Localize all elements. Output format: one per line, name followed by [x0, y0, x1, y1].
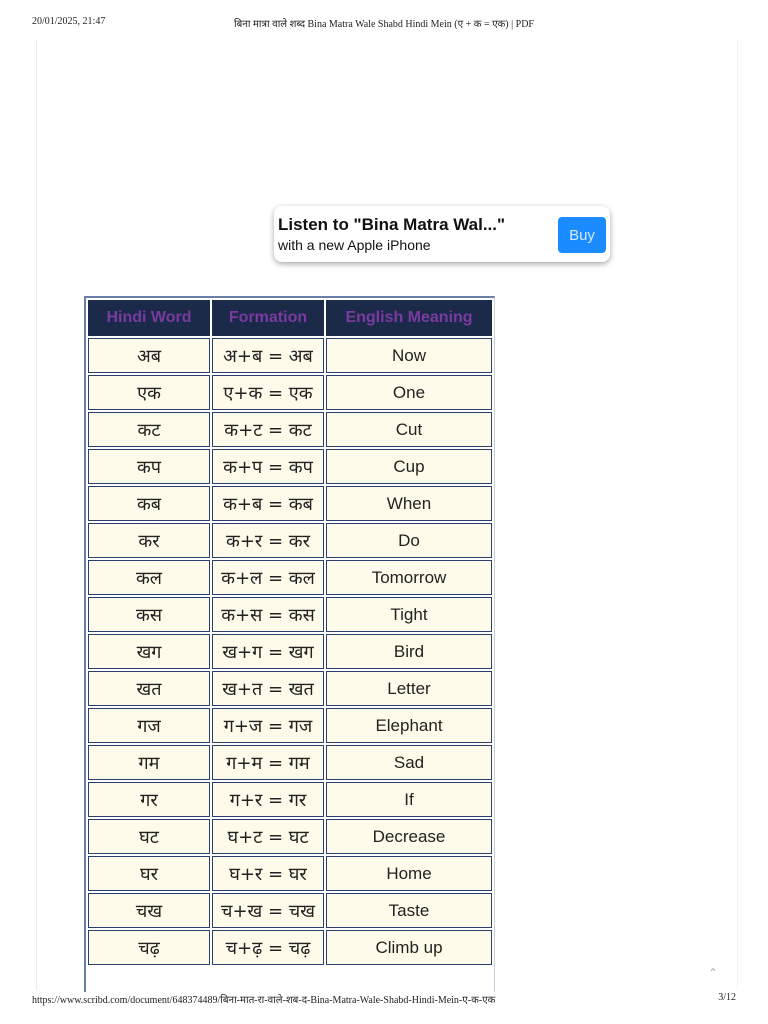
formation-cell: घ+ट = घट — [212, 819, 324, 854]
table-row — [88, 375, 492, 410]
table-row — [88, 708, 492, 743]
formation-cell: च+ख = चख — [212, 893, 324, 928]
meaning-cell: Decrease — [326, 819, 492, 854]
hindi-word-cell: एक — [88, 375, 210, 410]
hindi-word-cell: कस — [88, 597, 210, 632]
header-english-meaning: English Meaning — [326, 300, 492, 336]
meaning-cell: Home — [326, 856, 492, 891]
chevron-up-icon[interactable]: ⌃ — [707, 966, 719, 980]
meaning-cell: Taste — [326, 893, 492, 928]
formation-cell: क+ब = कब — [212, 486, 324, 521]
table-row — [88, 560, 492, 595]
meaning-cell: Tight — [326, 597, 492, 632]
meaning-cell: Now — [326, 338, 492, 373]
table-row — [88, 819, 492, 854]
hindi-word-cell: अब — [88, 338, 210, 373]
print-header — [32, 16, 736, 32]
hindi-word-cell: गम — [88, 745, 210, 780]
print-datetime: 20/01/2025, 21:47 — [32, 16, 106, 27]
table-row — [88, 449, 492, 484]
table-row — [88, 523, 492, 558]
formation-cell: क+प = कप — [212, 449, 324, 484]
meaning-cell: Cup — [326, 449, 492, 484]
table-row — [88, 930, 492, 965]
hindi-word-cell: कल — [88, 560, 210, 595]
hindi-word-cell: खग — [88, 634, 210, 669]
meaning-cell: One — [326, 375, 492, 410]
table-row — [88, 893, 492, 928]
formation-cell: ग+ज = गज — [212, 708, 324, 743]
print-url: https://www.scribd.com/document/648374489/बिना-मात-रा-वाले-शब-द-Bina-Matra-Wale-Shabd-Hindi-Mein-ए-क-एक — [32, 995, 496, 1006]
formation-cell: ग+म = गम — [212, 745, 324, 780]
table-row — [88, 634, 492, 669]
formation-cell: क+स = कस — [212, 597, 324, 632]
formation-cell: ख+ग = खग — [212, 634, 324, 669]
print-footer — [32, 992, 736, 1008]
word-table — [86, 298, 494, 967]
meaning-cell: Sad — [326, 745, 492, 780]
print-document-title: बिना मात्रा वाले शब्द Bina Matra Wale Shabd Hindi Mein (ए + क = एक) | PDF — [234, 19, 534, 30]
formation-cell: च+ढ़ = चढ़ — [212, 930, 324, 965]
hindi-word-cell: चख — [88, 893, 210, 928]
table-header-row — [88, 300, 492, 336]
meaning-cell: Tomorrow — [326, 560, 492, 595]
meaning-cell: Letter — [326, 671, 492, 706]
table-row — [88, 338, 492, 373]
meaning-cell: Bird — [326, 634, 492, 669]
hindi-word-cell: चढ़ — [88, 930, 210, 965]
ad-title: Listen to "Bina Matra Wal..." — [278, 215, 506, 234]
formation-cell: क+ट = कट — [212, 412, 324, 447]
table-row — [88, 856, 492, 891]
page-indicator: 3/12 — [718, 992, 736, 1003]
ad-subtitle: with a new Apple iPhone — [278, 237, 431, 253]
formation-cell: घ+र = घर — [212, 856, 324, 891]
table-row — [88, 671, 492, 706]
hindi-word-cell: घर — [88, 856, 210, 891]
formation-cell: क+ल = कल — [212, 560, 324, 595]
meaning-cell: Elephant — [326, 708, 492, 743]
hindi-word-cell: कब — [88, 486, 210, 521]
hindi-word-cell: घट — [88, 819, 210, 854]
meaning-cell: If — [326, 782, 492, 817]
formation-cell: ए+क = एक — [212, 375, 324, 410]
word-table-container — [84, 296, 495, 992]
ad-banner[interactable] — [274, 206, 610, 262]
hindi-word-cell: कप — [88, 449, 210, 484]
hindi-word-cell: गज — [88, 708, 210, 743]
hindi-word-cell: कर — [88, 523, 210, 558]
table-row — [88, 412, 492, 447]
meaning-cell: Cut — [326, 412, 492, 447]
formation-cell: अ+ब = अब — [212, 338, 324, 373]
header-formation: Formation — [212, 300, 324, 336]
meaning-cell: Climb up — [326, 930, 492, 965]
header-hindi-word: Hindi Word — [88, 300, 210, 336]
formation-cell: ख+त = खत — [212, 671, 324, 706]
table-row — [88, 486, 492, 521]
meaning-cell: Do — [326, 523, 492, 558]
buy-button[interactable]: Buy — [558, 217, 606, 253]
formation-cell: ग+र = गर — [212, 782, 324, 817]
hindi-word-cell: कट — [88, 412, 210, 447]
table-row — [88, 745, 492, 780]
formation-cell: क+र = कर — [212, 523, 324, 558]
hindi-word-cell: खत — [88, 671, 210, 706]
table-row — [88, 597, 492, 632]
hindi-word-cell: गर — [88, 782, 210, 817]
meaning-cell: When — [326, 486, 492, 521]
table-row — [88, 782, 492, 817]
